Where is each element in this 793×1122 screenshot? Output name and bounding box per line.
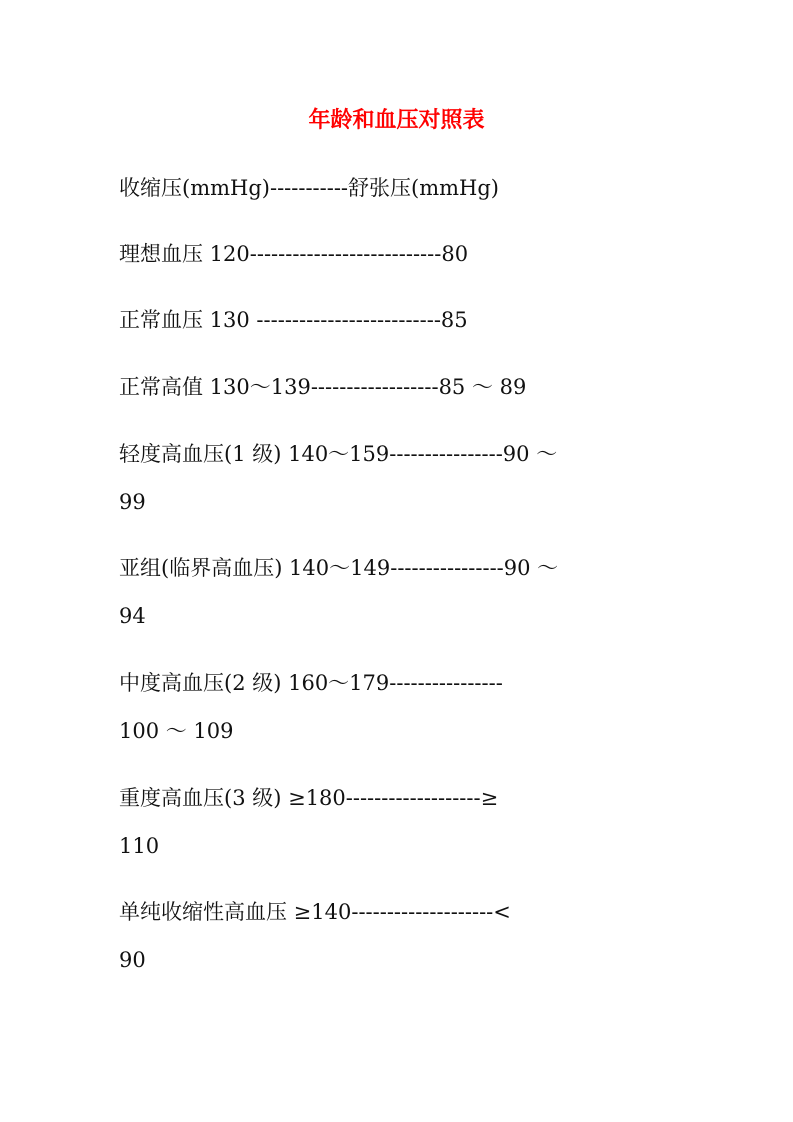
row-borderline-hypertension: 亚组(临界高血压) 140～149----------------90 ～ — [119, 556, 559, 580]
row-severe-hypertension: 重度高血压(3 级) ≥180-------------------≥ — [119, 786, 499, 810]
row-borderline-hypertension-continuation: 94 — [119, 604, 146, 628]
row-moderate-hypertension-continuation: 100 ～ 109 — [119, 719, 234, 743]
row-isolated-systolic-hypertension: 单纯收缩性高血压 ≥140--------------------< — [119, 900, 511, 924]
row-isolated-systolic-hypertension-continuation: 90 — [119, 948, 146, 972]
row-ideal: 理想血压 120---------------------------80 — [119, 242, 469, 266]
row-normal: 正常血压 130 --------------------------85 — [119, 308, 468, 332]
row-high-normal: 正常高值 130～139------------------85 ～ 89 — [119, 375, 527, 399]
document-title: 年龄和血压对照表 — [308, 108, 485, 133]
row-mild-hypertension-continuation: 99 — [119, 490, 146, 514]
row-moderate-hypertension: 中度高血压(2 级) 160～179---------------- — [119, 671, 503, 695]
row-mild-hypertension: 轻度高血压(1 级) 140～159----------------90 ～ — [119, 442, 558, 466]
header-line: 收缩压(mmHg)-----------舒张压(mmHg) — [119, 176, 499, 200]
row-severe-hypertension-continuation: 110 — [119, 834, 160, 858]
